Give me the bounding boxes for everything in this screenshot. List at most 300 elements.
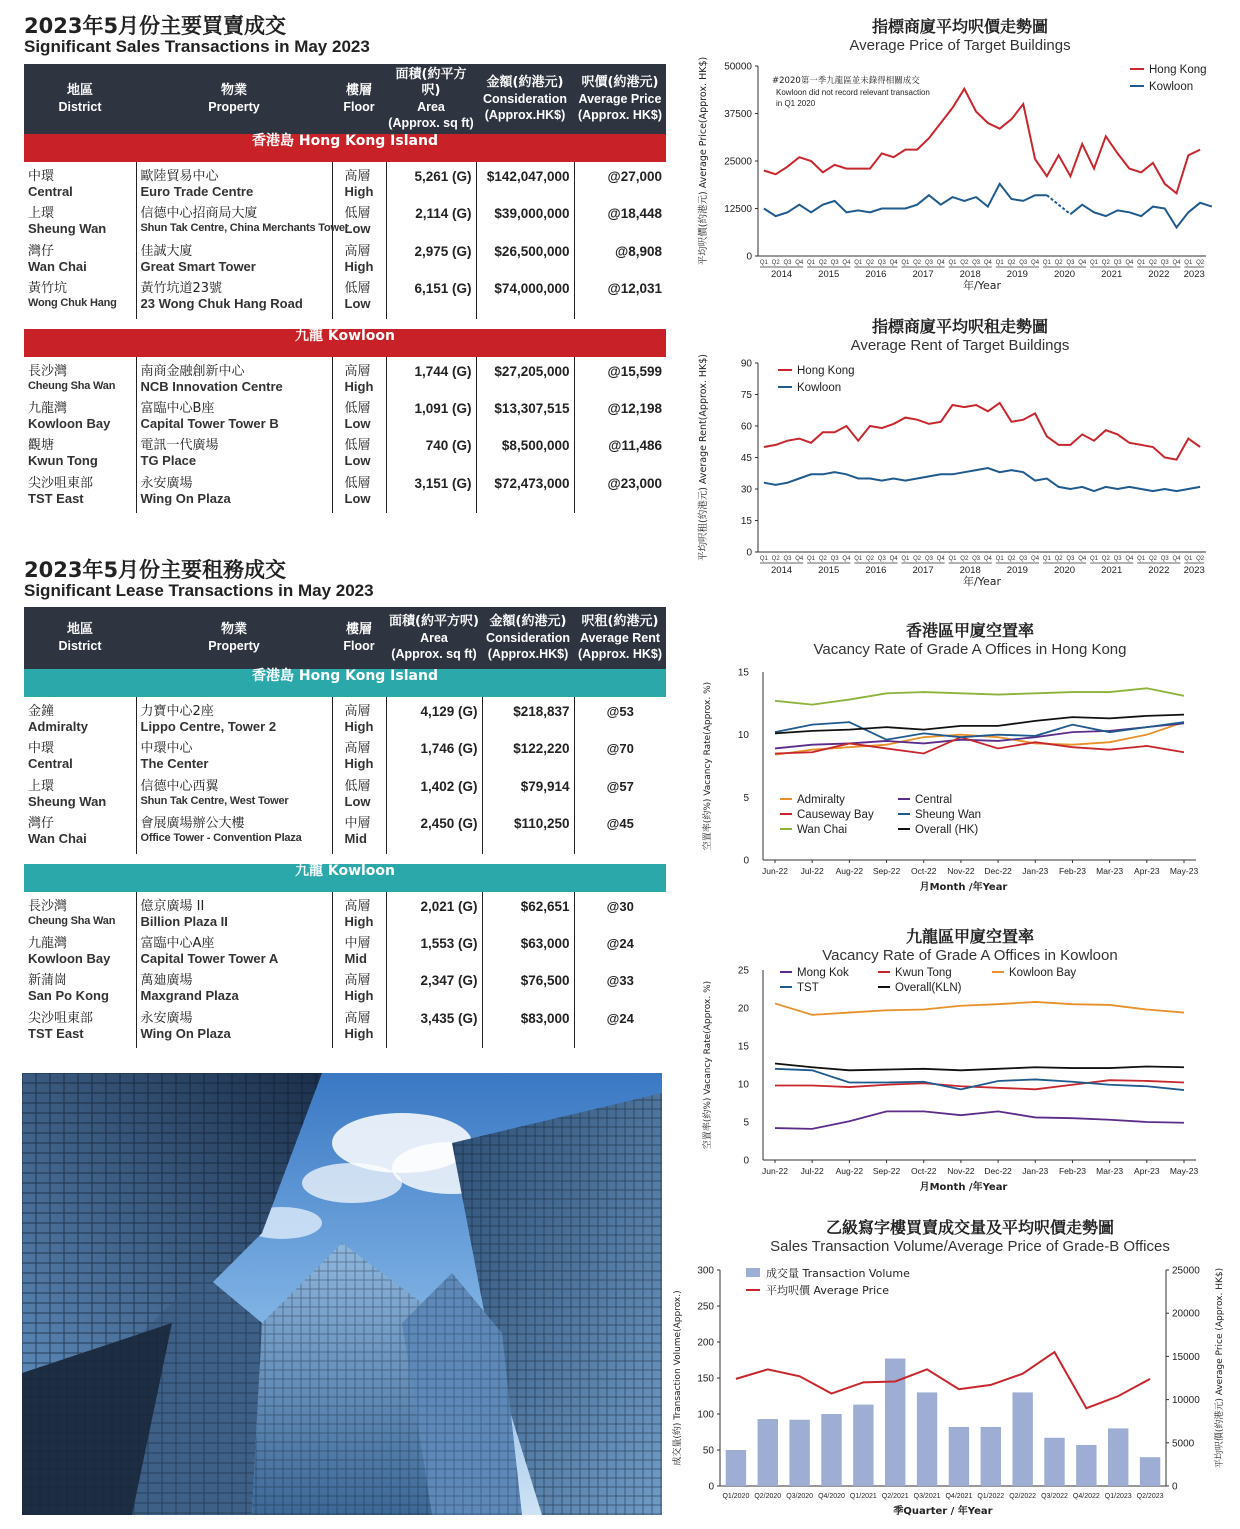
x-tick-label: Jun-22: [762, 866, 788, 876]
y-tick-label: 0: [746, 251, 752, 263]
legend-label: Hong Kong: [797, 365, 855, 377]
lease-table: [24, 607, 666, 1048]
quarter-label: Q2: [818, 556, 827, 562]
y2-tick-label: 25000: [1172, 1265, 1200, 1277]
vacancy-hk-chart-block: [690, 618, 1240, 658]
x-tick-label: Nov-22: [947, 866, 975, 876]
avg-price-chart-block: [690, 14, 1230, 54]
year-label: 2019: [1006, 565, 1028, 576]
x-tick-label: Q2/2023: [1136, 1493, 1164, 1500]
y-axis-title: 成交量(約) Transaction Volume(Approx.): [673, 1290, 683, 1466]
volume-bar: [726, 1450, 746, 1486]
quarter-label: Q2: [1054, 556, 1063, 562]
quarter-label: Q4: [795, 556, 804, 562]
district-cell: 九龍灣 Kowloon Bay: [28, 935, 111, 966]
lease-col-consideration: 金額(約港元) Consideration (Approx.HK$): [482, 607, 574, 669]
quarter-label: Q4: [842, 260, 851, 266]
avg-price-title-cn: 指標商廈平均呎價走勢圖: [871, 17, 1048, 36]
legend-label: Causeway Bay: [797, 809, 874, 821]
volume-bar: [1044, 1438, 1064, 1486]
x-axis-title: 季Quarter / 年Year: [893, 1506, 993, 1517]
sales-table: [24, 64, 666, 513]
sales-col-consideration: 金額(約港元) Consideration (Approx.HK$): [476, 64, 574, 134]
volume-bar: [1076, 1445, 1096, 1486]
property-cell: 黃竹坑道23號 23 Wong Chuk Hang Road: [136, 281, 332, 319]
lease-col-area: 面積(約平方呎) Area (Approx. sq ft): [386, 607, 482, 669]
x-axis-title: 年/Year: [963, 279, 1001, 292]
quarter-label: Q2: [1196, 556, 1205, 562]
x-tick-label: Sep-22: [872, 866, 901, 876]
series-line-kowloon: [764, 468, 1200, 491]
quarter-label: Q4: [842, 556, 851, 562]
volume-bar: [949, 1427, 969, 1486]
y-tick-label: 10: [737, 730, 749, 742]
quarter-label: Q1: [807, 260, 816, 266]
series-gap-dashed: [1047, 195, 1071, 214]
quarter-label: Q2: [865, 556, 875, 562]
y2-tick-label: 15000: [1172, 1351, 1200, 1363]
quarter-label: Q2: [913, 260, 922, 266]
lease-title-cn: 2023年5月份主要租務成交: [24, 558, 287, 582]
quarter-label: Q1: [1184, 260, 1193, 266]
area-cell: 2,021 (G): [386, 892, 482, 936]
volume-bar: [1140, 1457, 1160, 1486]
vacancy-hk-title-cn: 香港區甲廈空置率: [905, 621, 1034, 640]
lease-hk-row: [24, 816, 666, 854]
series-line-kowloon-bay: [775, 1002, 1184, 1015]
x-axis-title: 月Month /年Year: [919, 882, 1008, 893]
district-cell: 新蒲崗 San Po Kong: [28, 973, 109, 1003]
quarter-label: Q4: [795, 260, 804, 266]
y-tick-label: 5: [743, 792, 749, 804]
x-tick-label: Dec-22: [984, 866, 1012, 876]
lease-spacer: [24, 854, 666, 864]
lease-kln-row: [24, 936, 666, 974]
district-cell: 金鐘 Admiralty: [28, 704, 88, 734]
floor-cell: 高層 High: [332, 973, 386, 1011]
sales-col-property: 物業 Property: [136, 64, 332, 134]
consideration-cell: $8,500,000: [476, 438, 574, 476]
lease-hk-row: [24, 779, 666, 817]
quarter-label: Q4: [1031, 556, 1040, 562]
x-tick-label: Dec-22: [984, 1166, 1012, 1176]
quarter-label: Q4: [1125, 260, 1134, 266]
legend-label: Central: [915, 794, 953, 806]
quarter-label: Q2: [1148, 556, 1157, 562]
series-line-admiralty: [775, 722, 1184, 755]
price-cell: @8,908: [574, 244, 666, 282]
quarter-label: Q2: [1148, 260, 1157, 266]
consideration-cell: $79,914: [482, 779, 574, 817]
quarter-label: Q2: [960, 260, 969, 266]
year-label: 2015: [818, 269, 840, 280]
quarter-label: Q3: [1019, 556, 1028, 562]
volume-bar: [1108, 1428, 1128, 1486]
series-line-hong-kong: [764, 89, 1200, 194]
x-tick-label: Q4/2022: [1072, 1493, 1100, 1500]
x-tick-label: Q2/2021: [881, 1493, 909, 1500]
sales-col-district: 地區 District: [24, 64, 136, 134]
district-cell: 長沙灣 Cheung Sha Wan: [28, 898, 116, 927]
quarter-label: Q1: [901, 260, 910, 266]
year-label: 2016: [865, 565, 887, 576]
x-tick-label: Jul-22: [800, 866, 824, 876]
sales-section: [24, 10, 370, 57]
x-tick-label: Jan-23: [1022, 1166, 1049, 1176]
x-tick-label: Aug-22: [835, 1166, 864, 1176]
quarter-label: Q1: [995, 260, 1004, 266]
x-tick-label: Apr-23: [1134, 866, 1160, 876]
quarter-label: Q3: [830, 556, 839, 562]
price-cell: @12,031: [574, 281, 666, 319]
x-tick-label: Q4/2020: [818, 1493, 845, 1500]
price-cell: @11,486: [574, 438, 666, 476]
volume-bar: [821, 1414, 841, 1486]
property-cell: 永安廣場 Wing On Plaza: [136, 476, 332, 514]
y-tick-label: 30: [740, 484, 752, 496]
district-cell: 灣仔 Wan Chai: [28, 816, 87, 846]
avg-price-title-en: Average Price of Target Buildings: [849, 37, 1071, 54]
consideration-cell: $39,000,000: [476, 206, 574, 244]
property-cell: 佳誠大廈 Great Smart Tower: [136, 244, 332, 282]
x-tick-label: May-23: [1169, 1166, 1199, 1176]
area-cell: 1,553 (G): [386, 936, 482, 974]
floor-cell: 高層 High: [332, 741, 386, 779]
quarter-label: Q2: [960, 556, 969, 562]
floor-cell: 高層 High: [332, 357, 386, 401]
sales-kln-row: [24, 401, 666, 439]
consideration-cell: $13,307,515: [476, 401, 574, 439]
quarter-label: Q1: [1042, 260, 1051, 266]
sales-kln-band: 九龍 Kowloon: [24, 329, 666, 357]
consideration-cell: $62,651: [482, 892, 574, 936]
price-cell: @33: [574, 973, 666, 1011]
y-tick-label: 75: [740, 390, 752, 401]
consideration-cell: $218,837: [482, 697, 574, 741]
y-tick-label: 15: [737, 1041, 749, 1053]
quarter-label: Q3: [1066, 556, 1075, 562]
legend-label-volume: 成交量 Transaction Volume: [766, 1267, 910, 1280]
quarter-label: Q4: [1078, 556, 1087, 562]
x-tick-label: Mar-23: [1096, 866, 1124, 876]
quarter-label: Q4: [1172, 556, 1181, 562]
area-cell: 1,746 (G): [386, 741, 482, 779]
volume-bar: [789, 1420, 809, 1486]
x-tick-label: Q3/2020: [786, 1493, 814, 1500]
y-tick-label: 200: [697, 1337, 714, 1349]
chart-note: #2020第一季九龍區並未錄得相關成交: [772, 76, 920, 86]
year-label: 2020: [1053, 269, 1076, 280]
y-tick-label: 150: [697, 1373, 714, 1385]
year-label: 2017: [912, 269, 934, 280]
y-tick-label: 100: [697, 1409, 714, 1421]
floor-cell: 中層 Mid: [332, 936, 386, 974]
y-tick-label: 60: [740, 421, 752, 433]
y-tick-label: 50000: [724, 61, 752, 73]
quarter-label: Q2: [771, 556, 780, 562]
property-cell: 永安廣場 Wing On Plaza: [136, 1011, 332, 1049]
quarter-label: Q4: [936, 260, 945, 266]
y-tick-label: 10: [737, 1079, 749, 1091]
avg-rent-title-en: Average Rent of Target Buildings: [850, 337, 1070, 354]
quarter-label: Q1: [948, 556, 957, 562]
quarter-label: Q4: [1031, 260, 1040, 266]
quarter-label: Q3: [1113, 260, 1122, 266]
year-label: 2023: [1183, 565, 1205, 576]
sales-title-cn: 2023年5月份主要買賣成交: [24, 14, 287, 38]
quarter-label: Q1: [759, 260, 768, 266]
vacancy-hk-chart: [686, 660, 1216, 900]
quarter-label: Q1: [807, 556, 816, 562]
property-cell: 力寶中心2座 Lippo Centre, Tower 2: [136, 697, 332, 741]
district-cell: 黃竹坑 Wong Chuk Hang: [28, 281, 117, 309]
quarter-label: Q1: [948, 260, 957, 266]
volume-bar: [981, 1427, 1001, 1486]
sales-header-row: [24, 64, 666, 134]
y-axis-title: 空置率(約%) Vacancy Rate(Approx. %): [703, 980, 713, 1150]
area-cell: 3,435 (G): [386, 1011, 482, 1049]
consideration-cell: $74,000,000: [476, 281, 574, 319]
lease-col-property: 物業 Property: [136, 607, 332, 669]
y-tick-label: 25000: [724, 156, 752, 168]
volume-bar: [885, 1359, 905, 1486]
price-cell: @15,599: [574, 357, 666, 401]
year-label: 2014: [771, 565, 793, 576]
vacancy-kln-chart: [686, 960, 1216, 1200]
quarter-label: Q3: [783, 260, 792, 266]
floor-cell: 高層 High: [332, 1011, 386, 1049]
y-tick-label: 0: [743, 855, 749, 867]
x-tick-label: Q3/2021: [913, 1493, 941, 1500]
lease-col-rent: 呎租(約港元) Average Rent (Approx. HK$): [574, 607, 666, 669]
year-label: 2017: [912, 565, 934, 576]
y-tick-label: 45: [740, 453, 752, 464]
y-axis-title: 平均呎租(約港元) Average Rent(Approx. HK$): [698, 354, 709, 561]
sales-hk-row: [24, 244, 666, 282]
x-tick-label: Jul-22: [800, 1166, 824, 1176]
y-tick-label: 37500: [724, 109, 752, 120]
district-cell: 灣仔 Wan Chai: [28, 243, 87, 274]
quarter-label: Q1: [995, 556, 1004, 562]
series-line-mong-kok: [775, 1111, 1184, 1128]
x-tick-label: Q4/2021: [945, 1493, 973, 1500]
x-axis-title: 月Month /年Year: [919, 1182, 1008, 1193]
lease-kln-row: [24, 892, 666, 936]
floor-cell: 低層 Low: [332, 281, 386, 319]
district-cell: 中環 Central: [28, 741, 73, 771]
sales-col-area: 面積(約平方呎) Area (Approx. sq ft): [386, 64, 476, 134]
x-tick-label: Jun-22: [762, 1166, 788, 1176]
quarter-label: Q3: [1160, 556, 1169, 562]
quarter-label: Q3: [972, 260, 981, 266]
sales-kln-row: [24, 357, 666, 401]
quarter-label: Q2: [1007, 260, 1016, 266]
price-cell: @27,000: [574, 162, 666, 206]
x-tick-label: Sep-22: [872, 1166, 901, 1176]
sales-kln-row: [24, 438, 666, 476]
lease-header-row: [24, 607, 666, 669]
vacancy-kln-chart-block: [690, 924, 1240, 964]
legend-label: Mong Kok: [797, 967, 849, 979]
legend-label: Admiralty: [797, 794, 845, 806]
legend-label: Kwun Tong: [895, 967, 952, 979]
sales-hk-row: [24, 281, 666, 319]
grade-b-title-en: Sales Transaction Volume/Average Price of Grade-B Offices: [770, 1238, 1170, 1255]
avg-price-chart: [686, 56, 1216, 301]
consideration-cell: $142,047,000: [476, 162, 574, 206]
legend-label: Kowloon: [797, 382, 842, 394]
lease-col-district: 地區 District: [24, 607, 136, 669]
lease-hk-row: [24, 741, 666, 779]
year-label: 2019: [1006, 269, 1028, 280]
quarter-label: Q3: [1160, 260, 1169, 266]
floor-cell: 高層 High: [332, 162, 386, 206]
area-cell: 2,450 (G): [386, 816, 482, 854]
area-cell: 1,091 (G): [386, 401, 476, 439]
quarter-label: Q4: [1125, 556, 1134, 562]
series-line-wan-chai: [775, 688, 1184, 704]
property-cell: 電訊一代廣場 TG Place: [136, 438, 332, 476]
y-axis-title: 空置率(約%) Vacancy Rate(Approx. %): [703, 681, 713, 851]
x-axis-title: 年/Year: [963, 575, 1001, 588]
y-tick-label: 15: [737, 667, 749, 679]
skyscraper-illustration: [22, 1073, 662, 1515]
quarter-label: Q3: [972, 556, 981, 562]
sales-hk-row: [24, 162, 666, 206]
legend-label: Sheung Wan: [915, 809, 982, 821]
consideration-cell: $83,000: [482, 1011, 574, 1049]
property-cell: 會展廣場辦公大樓 Office Tower - Convention Plaza: [136, 816, 332, 854]
year-label: 2021: [1101, 269, 1123, 280]
district-cell: 上環 Sheung Wan: [28, 778, 107, 809]
quarter-label: Q1: [1089, 556, 1099, 562]
lease-kln-band: 九龍 Kowloon: [24, 864, 666, 892]
x-tick-label: Q3/2022: [1041, 1493, 1068, 1500]
year-label: 2021: [1101, 565, 1123, 576]
average-price-line: [736, 1352, 1150, 1408]
quarter-label: Q3: [1066, 260, 1075, 266]
quarter-label: Q4: [889, 556, 898, 562]
consideration-cell: $122,220: [482, 741, 574, 779]
floor-cell: 低層 Low: [332, 438, 386, 476]
district-cell: 觀塘 Kwun Tong: [28, 438, 98, 468]
quarter-label: Q1: [1184, 556, 1193, 562]
price-cell: @24: [574, 936, 666, 974]
price-cell: @30: [574, 892, 666, 936]
x-tick-label: Mar-23: [1096, 1166, 1124, 1176]
series-line-overall-kln-: [775, 1063, 1184, 1070]
lease-section: [24, 554, 374, 601]
x-tick-label: Q1/2020: [722, 1493, 750, 1500]
price-cell: @45: [574, 816, 666, 854]
x-tick-label: Q2/2020: [754, 1493, 782, 1500]
property-cell: 信德中心西翼 Shun Tak Centre, West Tower: [136, 779, 332, 817]
floor-cell: 低層 Low: [332, 779, 386, 817]
y2-axis-title: 平均呎價(約港元) Average Price (Approx. HK$): [1215, 1267, 1225, 1469]
vacancy-kln-title-en: Vacancy Rate of Grade A Offices in Kowloon: [822, 947, 1118, 964]
y-tick-label: 12500: [724, 204, 752, 215]
x-tick-label: Q2/2022: [1009, 1493, 1037, 1500]
y-tick-label: 90: [740, 358, 752, 370]
property-cell: 億京廣場 II Billion Plaza II: [136, 892, 332, 936]
y-tick-label: 300: [697, 1265, 714, 1277]
volume-bar: [917, 1392, 937, 1486]
legend-label: Kowloon: [1149, 81, 1194, 93]
floor-cell: 高層 High: [332, 244, 386, 282]
district-cell: 尖沙咀東部 TST East: [28, 1010, 94, 1041]
floor-cell: 低層 Low: [332, 206, 386, 244]
y-tick-label: 25: [737, 965, 749, 977]
x-tick-label: Oct-22: [910, 866, 937, 876]
grade-b-chart-block: [690, 1215, 1240, 1255]
legend-label: Overall (HK): [915, 824, 979, 836]
district-cell: 尖沙咀東部 TST East: [28, 475, 94, 506]
property-cell: 萬廸廣場 Maxgrand Plaza: [136, 973, 332, 1011]
price-cell: @57: [574, 779, 666, 817]
area-cell: 2,347 (G): [386, 973, 482, 1011]
x-tick-label: Feb-23: [1058, 866, 1086, 876]
district-cell: 中環 Central: [28, 169, 73, 199]
quarter-label: Q3: [877, 260, 886, 266]
year-label: 2016: [865, 269, 887, 280]
year-label: 2015: [818, 565, 840, 576]
x-tick-label: Oct-22: [910, 1166, 937, 1176]
consideration-cell: $26,500,000: [476, 244, 574, 282]
quarter-label: Q2: [865, 260, 875, 266]
legend-label-price: 平均呎價 Average Price: [766, 1284, 889, 1297]
quarter-label: Q1: [1089, 260, 1099, 266]
quarter-label: Q2: [1101, 260, 1110, 266]
sales-col-floor: 樓層 Floor: [332, 64, 386, 134]
y-tick-label: 0: [708, 1481, 714, 1493]
y2-tick-label: 20000: [1172, 1308, 1200, 1320]
year-label: 2022: [1148, 269, 1170, 280]
area-cell: 4,129 (G): [386, 697, 482, 741]
quarter-label: Q4: [1172, 260, 1181, 266]
quarter-label: Q4: [983, 556, 992, 562]
year-label: 2018: [959, 269, 981, 280]
floor-cell: 高層 High: [332, 892, 386, 936]
legend-label: TST: [797, 982, 819, 994]
lease-table-wrap: [24, 607, 666, 1048]
y-tick-label: 250: [697, 1301, 714, 1313]
quarter-label: Q1: [1137, 556, 1146, 562]
district-cell: 九龍灣 Kowloon Bay: [28, 400, 111, 431]
quarter-label: Q1: [1137, 260, 1146, 266]
quarter-label: Q3: [783, 556, 792, 562]
year-label: 2023: [1183, 269, 1205, 280]
quarter-label: Q1: [854, 260, 863, 266]
legend-label: Overall(KLN): [895, 982, 962, 994]
quarter-label: Q1: [901, 556, 910, 562]
sales-kln-row: [24, 476, 666, 514]
lease-kln-row: [24, 1011, 666, 1049]
property-cell: 南商金融創新中心 NCB Innovation Centre: [136, 357, 332, 401]
year-label: 2022: [1148, 565, 1170, 576]
price-cell: @23,000: [574, 476, 666, 514]
quarter-label: Q2: [771, 260, 780, 266]
lease-hk-band: 香港島 Hong Kong Island: [24, 669, 666, 697]
area-cell: 1,744 (G): [386, 357, 476, 401]
legend-swatch-bar: [746, 1268, 760, 1277]
quarter-label: Q4: [1078, 260, 1087, 266]
property-cell: 歐陸貿易中心 Euro Trade Centre: [136, 162, 332, 206]
quarter-label: Q2: [1196, 260, 1205, 266]
district-cell: 上環 Sheung Wan: [28, 206, 107, 236]
consideration-cell: $76,500: [482, 973, 574, 1011]
chart-note-en-2: in Q1 2020: [776, 99, 816, 108]
x-tick-label: Jan-23: [1022, 866, 1049, 876]
